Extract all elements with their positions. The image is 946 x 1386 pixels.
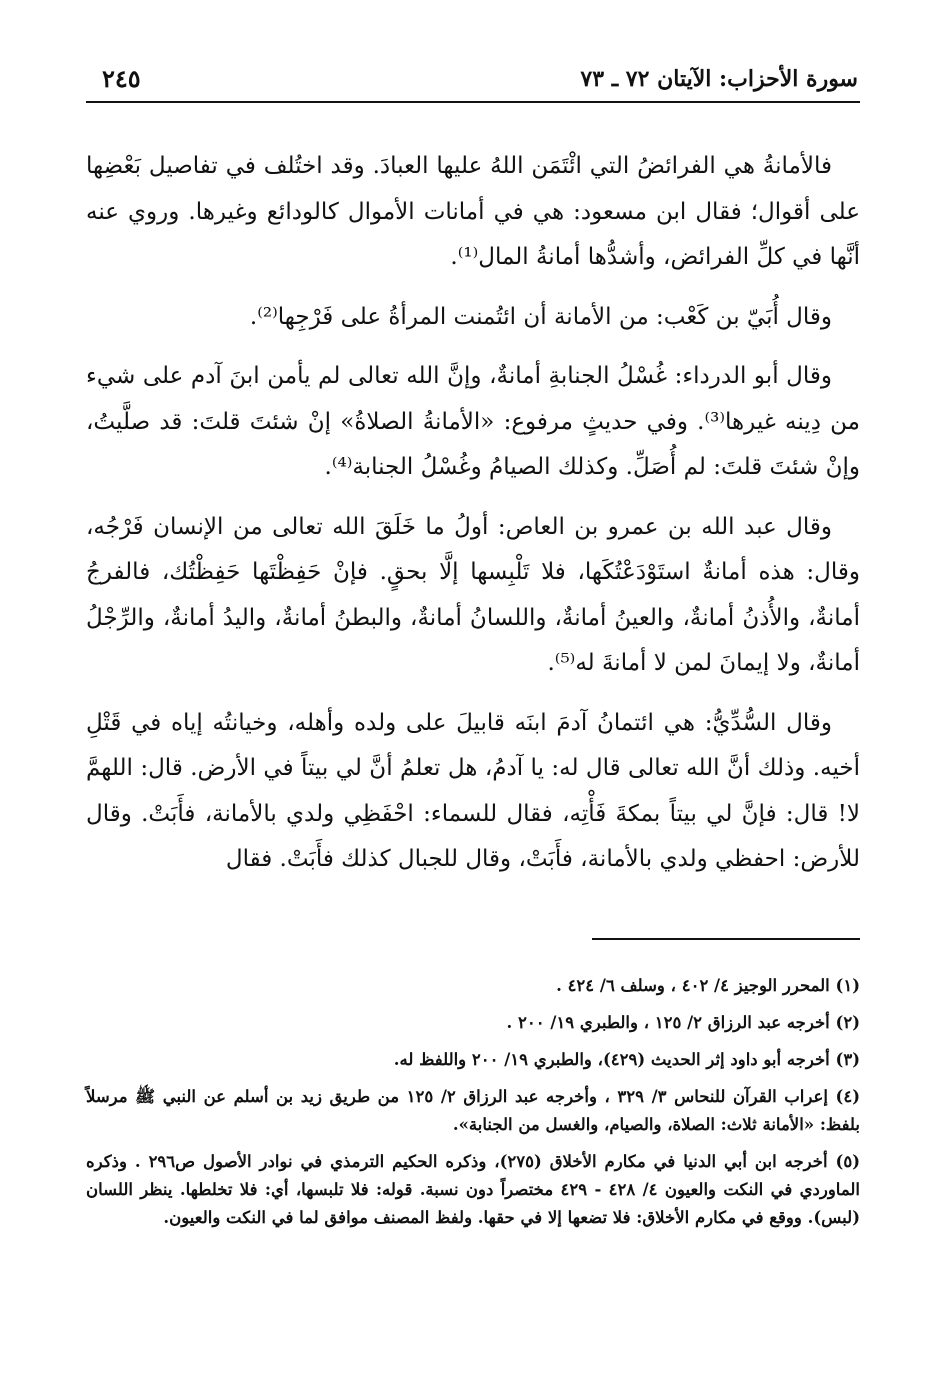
footnote: (٢) أخرجه عبد الرزاق ٢/ ١٢٥ ، والطبري ١٩/ ٢٠٠ . (506, 1013, 860, 1032)
paragraph: فالأمانةُ هي الفرائضُ التي ائْتَمَن اللهُ عليها العبادَ. وقد اختُلف في تفاصيل بَعْضِها على أقوال؛ فقال ابن مسعود: هي في أمانات الأموال كالودائع وغيرها. وروي عنه أنَّها في كلِّ الفرائض، وأشدُّها أمانةُ المال⁽¹⁾. (86, 153, 860, 270)
page-header (88, 62, 858, 104)
footnote-divider (592, 938, 860, 940)
main-text (86, 144, 860, 897)
footnote: (١) المحرر الوجيز ٤/ ٤٠٢ ، وسلف ٦/ ٤٢٤ . (556, 976, 860, 995)
footnote: (٤) إعراب القرآن للنحاس ٣/ ٣٢٩ ، وأخرجه عبد الرزاق ٢/ ١٢٥ من طريق زيد بن أسلم عن النبي ﷺ مرسلاً بلفظ: «الأمانة ثلاث: الصلاة، والصيام، والغسل من الجنابة». (86, 1087, 860, 1134)
paragraph: وقال أبو الدرداء: غُسْلُ الجنابةِ أمانةٌ، وإنَّ الله تعالى لم يأمن ابنَ آدم على شيء من دِينه غيرها⁽³⁾. وفي حديثٍ مرفوع: «الأمانةُ الصلاةُ» إنْ شئتَ قلتَ: قد صلَّيتُ، وإنْ شئتَ قلتَ: لم أُصَلِّ. وكذلك الصيامُ وغُسْلُ الجنابة⁽⁴⁾. (86, 363, 860, 480)
page-number: ٢٤٥ (102, 64, 141, 93)
footnote: (٥) أخرجه ابن أبي الدنيا في مكارم الأخلاق (٢٧٥)، وذكره الحكيم الترمذي في نوادر الأصول ص٢٩٦ . وذكره الماوردي في النكت والعيون ٤/ ٤٢٨ - ٤٢٩ مختصراً دون نسبة. قوله: فلا تلبسها، أي: فلا تخلطها. ينظر اللسان (لبس). ووقع في مكارم الأخلاق: فلا تضعها إلا في حقها. ولفظ المصنف موافق لما في النكت والعيون. (86, 1152, 860, 1227)
paragraph: وقال أُبَيّ بن كَعْب: من الأمانة أن ائتُمنت المرأةُ على فَرْجِها⁽²⁾. (249, 303, 832, 330)
footnote: (٣) أخرجه أبو داود إثر الحديث (٤٢٩)، والطبري ١٩/ ٢٠٠ واللفظ له. (393, 1050, 860, 1069)
footnotes (86, 972, 860, 1241)
paragraph: وقال عبد الله بن عمرو بن العاص: أولُ ما خَلَقَ الله تعالى من الإنسان فَرْجُه، وقال: هذه أمانةٌ استَوْدَعْتُكَها، فلا تَلْبِسها إلَّا بحقٍ. فإنْ حَفِظْتَها حَفِظْتُك، فالفرجُ أمانةٌ، والأُذنُ أمانةٌ، والعينُ أمانةٌ، واللسانُ أمانةٌ، والبطنُ أمانةٌ، واليدُ أمانةٌ، والرِّجْلُ أمانةٌ، ولا إيمانَ لمن لا أمانةَ له⁽⁵⁾. (86, 513, 860, 676)
surah-title: سورة الأحزاب: الآيتان ٧٢ ـ ٧٣ (580, 66, 858, 92)
header-divider (86, 101, 860, 103)
paragraph: وقال السُّدِّيُّ: هي ائتمانُ آدمَ ابنَه قابيلَ على ولده وأهله، وخيانتُه إياه في قَتْلِ أخيه. وذلك أنَّ الله تعالى قال له: يا آدمُ، هل تعلمُ أنَّ لي بيتاً في الأرض. قال: اللهمَّ لا! قال: فإنَّ لي بيتاً بمكةَ فَأْتِه، فقال للسماء: احْفَظِي ولدي بالأمانة، فأَبَتْ. وقال للأرض: احفظي ولدي بالأمانة، فأَبَتْ، وقال للجبال كذلك فأَبَتْ. فقال (86, 709, 860, 872)
